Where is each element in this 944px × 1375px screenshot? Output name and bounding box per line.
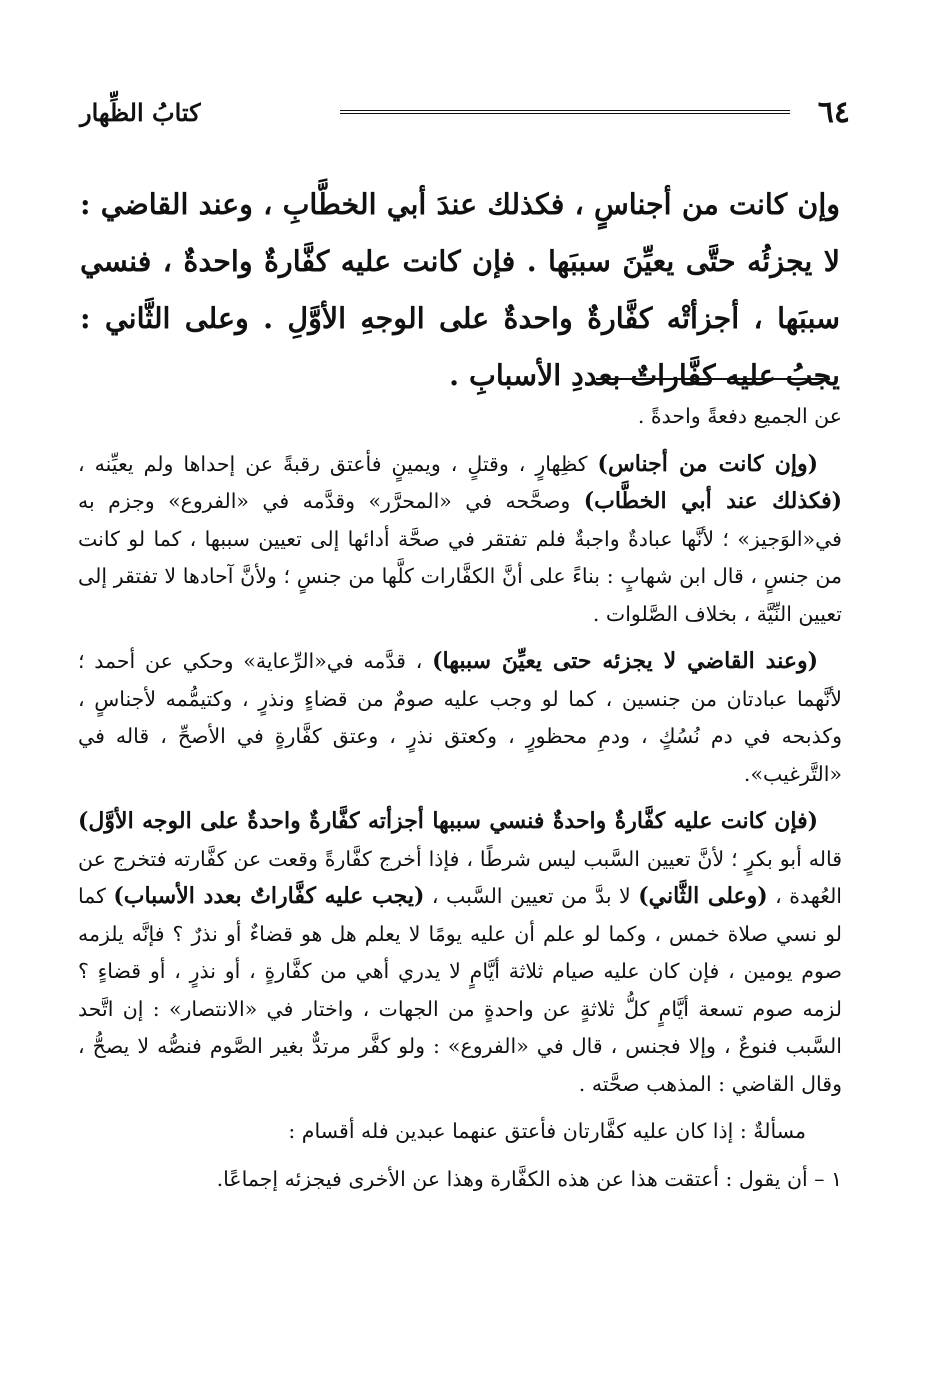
running-title: كتابُ الظِّهار <box>80 97 201 127</box>
commentary-paragraph <box>78 643 842 793</box>
quoted-text: (وعند القاضي لا يجزئه حتى يعيِّنَ سببها) <box>432 648 818 674</box>
commentary-paragraph <box>78 803 842 1103</box>
page-number: ٦٤ <box>817 94 850 130</box>
quoted-text: (وعلى الثَّاني) <box>638 883 768 909</box>
page-header <box>80 92 850 132</box>
quoted-text: (فكذلك عند أبي الخطَّاب) <box>583 488 843 514</box>
masala-heading: مسألةٌ : إذا كان عليه كفَّارتان فأعتق عنهما عبدين فله أقسام : <box>288 1119 806 1143</box>
commentary-paragraph: عن الجميع دفعةً واحدةً . <box>637 404 842 428</box>
commentary-text: لا بدَّ من تعيين السَّبب ، <box>424 884 639 908</box>
header-rule <box>340 110 790 114</box>
commentary-text: قاله أبو بكرٍ ؛ لأنَّ تعيين السَّبب ليس شرطًا ، فإذا أخرج كفَّارةً وقعت عن كفَّارته فتخرج عن العُهدة ، <box>78 846 843 908</box>
quoted-text: (وإن كانت من أجناس) <box>597 450 818 477</box>
main-text: وإن كانت من أجناسٍ ، فكذلك عندَ أبي الخطَّابِ ، وعند القاضي : لا يجزئُه حتَّى يعيِّنَ سببَها . فإن كانت عليه كفَّارةٌ واحدةٌ ، فنسي سببَها ، أجزأتْه كفَّارةٌ واحدةٌ على الوجهِ الأوَّلِ . وعلى الثَّاني : يجبُ عليه كفَّاراتٌ بعددِ الأسبابِ . <box>80 187 840 392</box>
list-item: ١ – أن يقول : أعتقت هذا عن هذه الكفَّارة وهذا عن الأخرى فيجزئه إجماعًا. <box>216 1166 842 1191</box>
footnote-separator <box>596 378 830 380</box>
commentary <box>78 398 842 1208</box>
commentary-text: ، قدَّمه في«الرِّعاية» وحكي عن أحمد ؛ لأنَّهما عبادتان من جنسين ، كما لو وجب عليه صومٌ من قضاءٍ ونذرٍ ، وكتيمُّمه لأجناسٍ ، وكذبحه في دم نُسُكٍ ، ودمِ محظورٍ ، وكعتق نذرٍ ، وعتق كفَّارةٍ في الأصحِّ ، قاله في «التَّرغيب». <box>78 649 842 786</box>
commentary-text: كظِهارٍ ، وقتلٍ ، ويمينٍ فأعتق رقبةً عن إحداها ولم يعيِّنه ، <box>78 451 598 476</box>
commentary-text: وصحَّحه في «المحرَّر» وقدَّمه في «الفروع» وجزم به في«الوَجيز» ؛ لأنَّها عبادةٌ واجبةٌ فلم تفتقر في صحَّة أدائها إلى تعيين سببها ، كما لو كانت من جنسٍ ، قال ابن شهابٍ : بناءً على أنَّ الكفَّارات كلَّها من جنسٍ ؛ ولأنَّ آحادها لا تفتقر إلى تعيين النِّيَّة ، بخلاف الصَّلوات . <box>78 489 842 626</box>
quoted-text: (يجب عليه كفَّاراتٌ بعدد الأسباب) <box>113 883 425 909</box>
quoted-text: (فإن كانت عليه كفَّارةٌ واحدةٌ فنسي سببها أجزأته كفَّارةٌ واحدةٌ على الوجه الأوَّل) <box>78 808 818 834</box>
commentary-text: كما لو نسي صلاة خمس ، وكما لو علم أن عليه يومًا لا يعلم هل هو قضاءٌ أو نذرٌ ؟ فإنَّه يلزمه صوم يومين ، فإن كان عليه صيام ثلاثة أيَّامٍ لا يدري أهي من كفَّارةٍ ، أو نذرٍ ، أو قضاءٍ ؟ لزمه صوم تسعة أيَّامٍ كلُّ ثلاثةٍ عن واحدةٍ من الجهات ، واختار في «الانتصار» : إن اتَّحد السَّبب فنوعٌ ، وإلا فجنس ، قال في «الفروع» : ولو كفَّر مرتدٌّ بغير الصَّوم فنصُّه لا يصحُّ ، وقال القاضي : المذهب صحَّته . <box>78 884 842 1096</box>
commentary-paragraph <box>78 446 842 634</box>
